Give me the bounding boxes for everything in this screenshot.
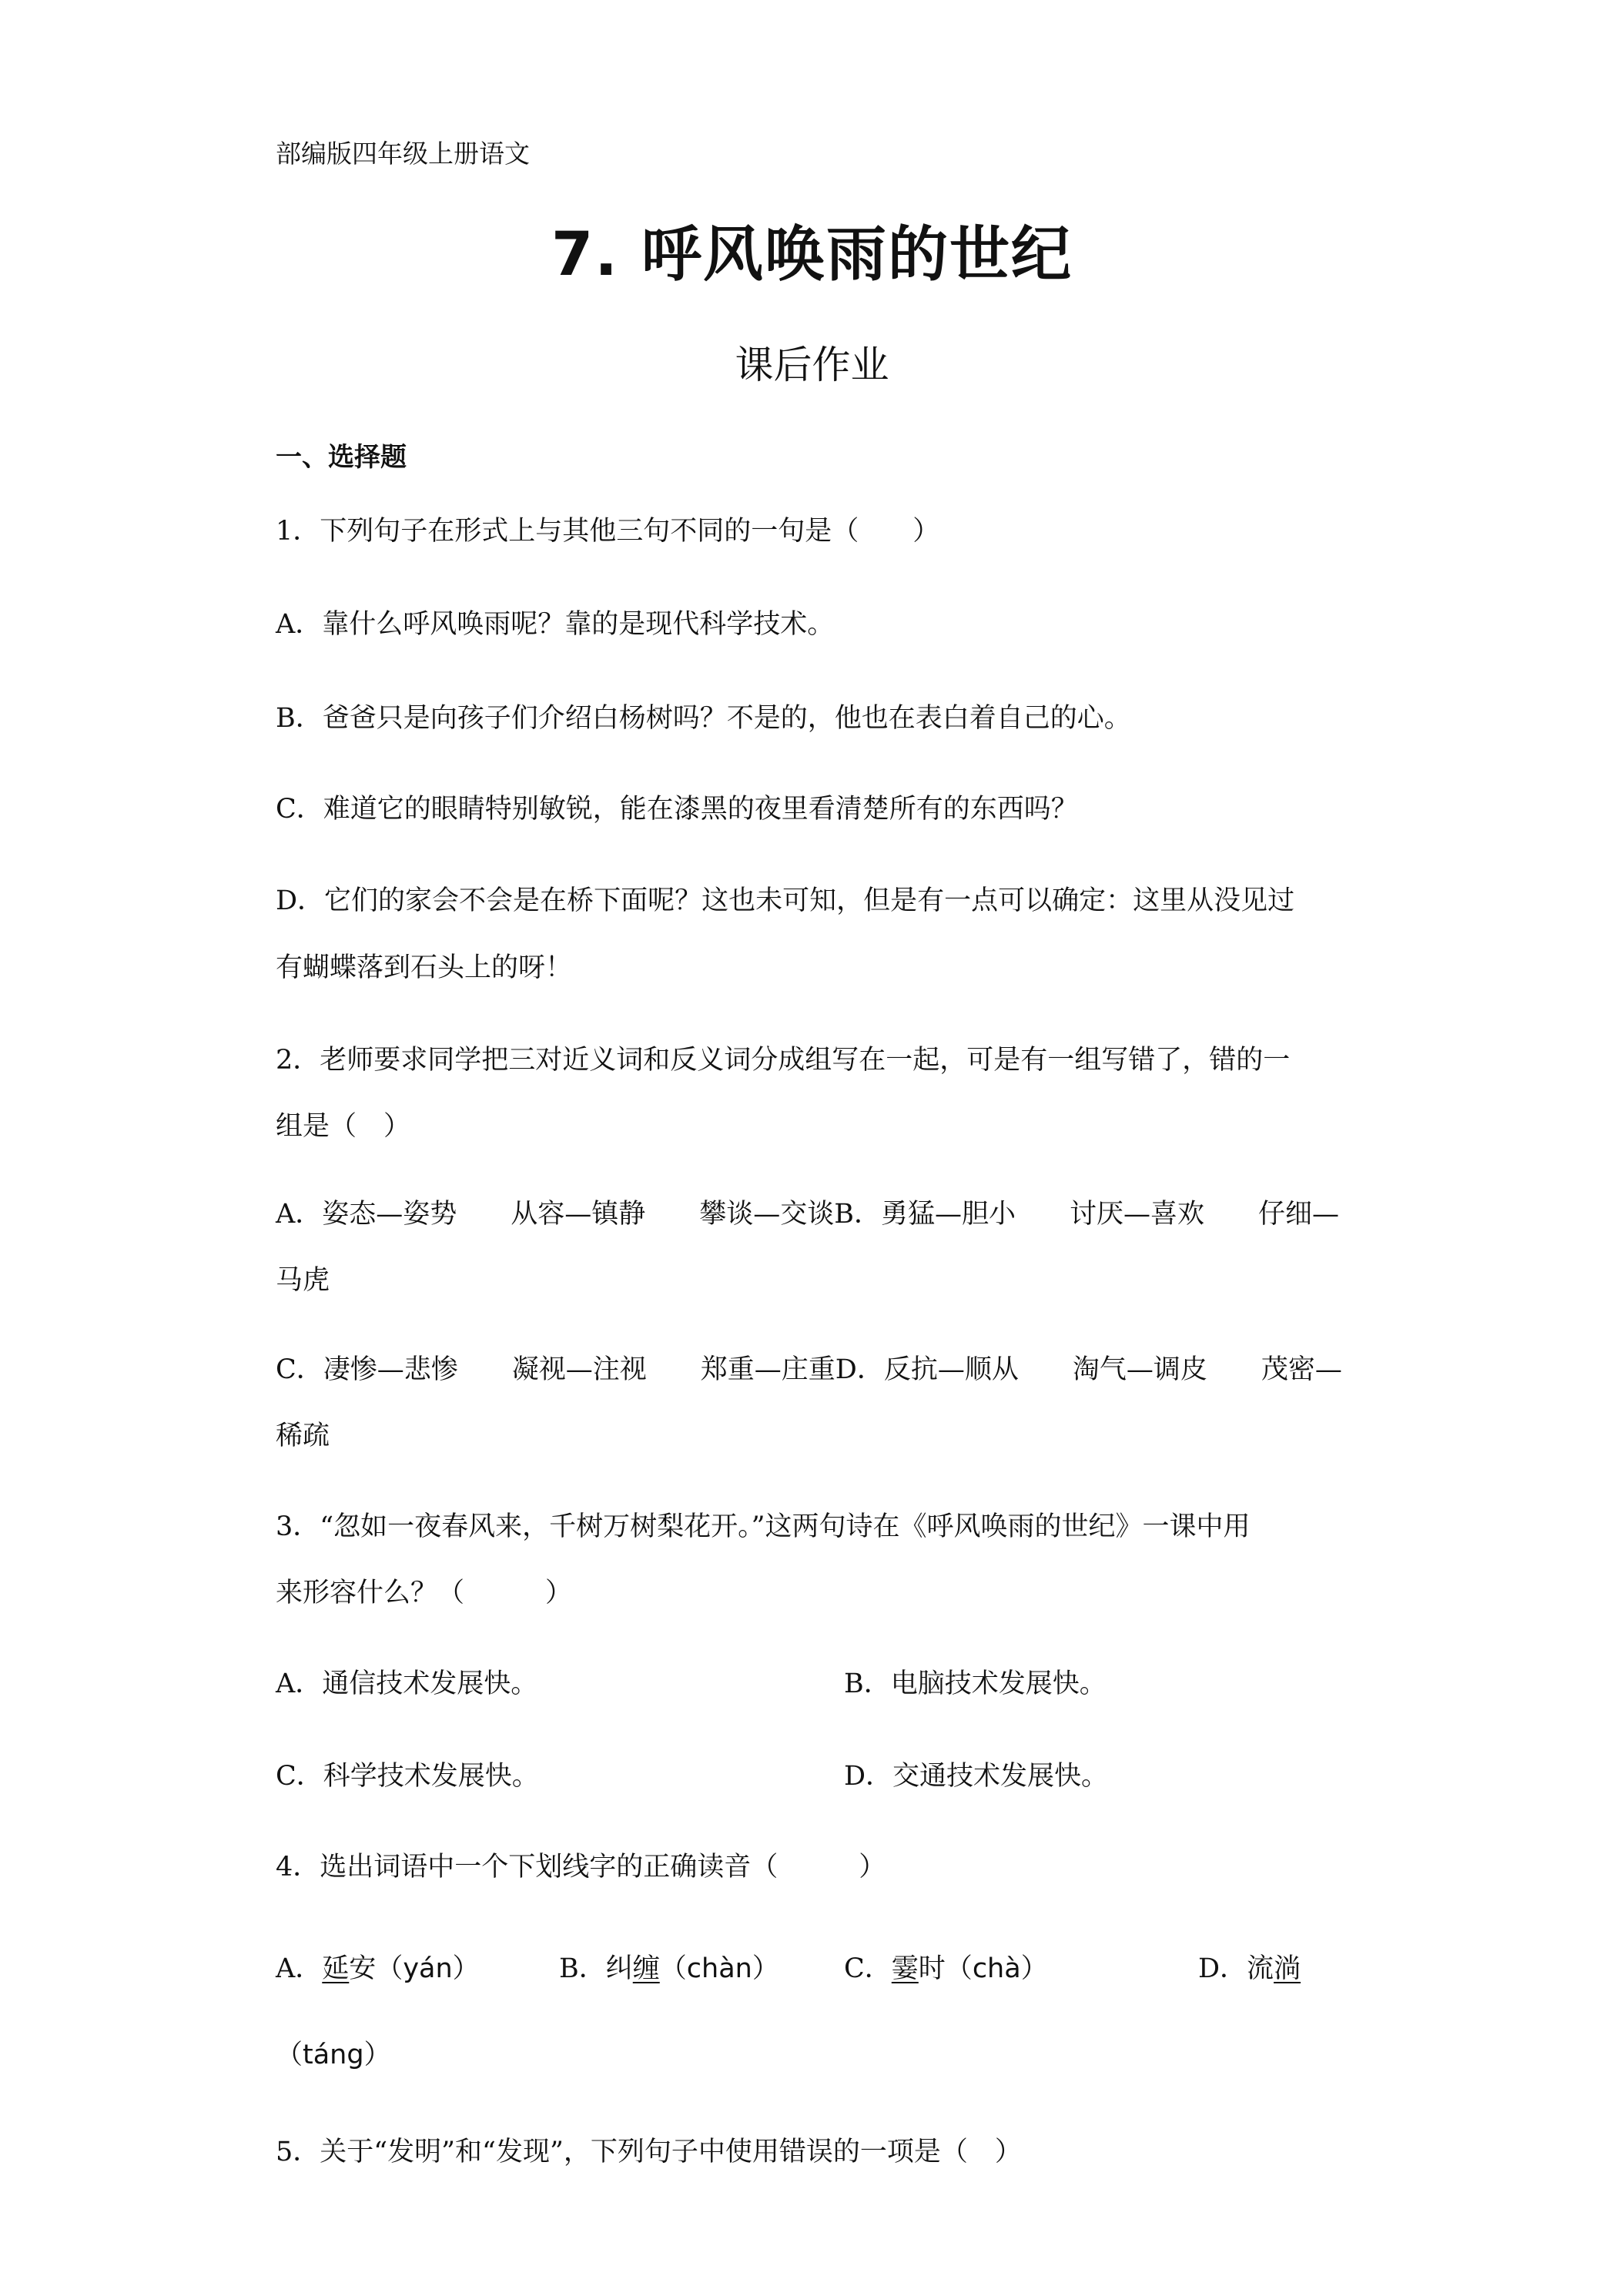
q4-option-a-rest: 安（	[349, 1953, 403, 1984]
q3-option-b: B．电脑技术发展快。	[844, 1668, 1107, 1699]
q4-option-d-line2	[276, 2042, 391, 2069]
q4-option-b-close: ）	[752, 1953, 779, 1984]
q1-option-d-line1: D．它们的家会不会是在桥下面呢？这也未可知，但是有一点可以确定：这里从没见过	[276, 885, 1295, 916]
q2-options-cd-line1: C．凄惨—悲惨 凝视—注视 郑重—庄重D．反抗—顺从 淘气—调皮 茂密—	[276, 1354, 1342, 1385]
q4-option-a-underlined-char: 延	[322, 1953, 350, 1984]
page-subtitle: 课后作业	[735, 343, 889, 387]
q3-stem-line1: 3．“忽如一夜春风来，千树万树梨花开。”这两句诗在《呼风唤雨的世纪》一课中用	[276, 1511, 1251, 1542]
q4-option-d-open: （	[276, 2040, 303, 2070]
q4-stem: 4．选出词语中一个下划线字的正确读音（ ）	[276, 1852, 886, 1883]
q3-option-a: A．通信技术发展快。	[276, 1668, 538, 1699]
q1-option-c: C．难道它的眼睛特别敏锐，能在漆黑的夜里看清楚所有的东西吗？	[276, 794, 1078, 825]
q2-options-ab-line2: 马虎	[276, 1265, 330, 1296]
q2-stem-line2: 组是（ ）	[276, 1111, 411, 1142]
q4-option-a-close: ）	[452, 1953, 480, 1984]
q4-option-b-underlined-char: 缠	[632, 1953, 660, 1984]
q4-option-a-pinyin: yán	[403, 1953, 453, 1984]
q2-stem-line1: 2．老师要求同学把三对近义词和反义词分成组写在一起，可是有一组写错了，错的一	[276, 1045, 1291, 1076]
q5-stem: 5．关于“发明”和“发现”，下列句子中使用错误的一项是（ ）	[276, 2137, 1022, 2167]
q4-option-b-rest: （	[659, 1953, 687, 1984]
q4-option-d-line1	[1198, 1953, 1301, 1984]
q4-option-d-prefix: D．流	[1198, 1953, 1274, 1984]
section-heading: 一、选择题	[276, 442, 407, 473]
q4-option-c-rest: 时（	[918, 1953, 973, 1984]
q4-option-c-close: ）	[1020, 1953, 1048, 1984]
q4-option-a	[276, 1953, 480, 1984]
q3-stem-line2: 来形容什么？（ ）	[276, 1578, 573, 1608]
header-note: 部编版四年级上册语文	[276, 139, 530, 169]
q3-option-d: D．交通技术发展快。	[844, 1761, 1109, 1792]
q2-options-cd-line2: 稀疏	[276, 1421, 330, 1451]
q1-stem: 1．下列句子在形式上与其他三句不同的一句是（ ）	[276, 516, 940, 547]
q4-option-c	[844, 1953, 1048, 1984]
q4-option-c-prefix: C．	[844, 1953, 892, 1984]
q4-option-a-prefix: A．	[276, 1953, 323, 1984]
q4-option-d-close: ）	[363, 2040, 391, 2070]
q3-option-c: C．科学技术发展快。	[276, 1761, 539, 1792]
q4-option-c-underlined-char: 霎	[891, 1953, 919, 1984]
q4-option-d-pinyin: táng	[303, 2040, 364, 2070]
q1-option-a: A．靠什么呼风唤雨呢？靠的是现代科学技术。	[276, 609, 835, 640]
q1-option-d-line2: 有蝴蝶落到石头上的呀！	[276, 952, 573, 983]
q1-option-b: B．爸爸只是向孩子们介绍白杨树吗？不是的，他也在表白着自己的心。	[276, 703, 1131, 734]
q4-option-b-pinyin: chàn	[686, 1953, 752, 1984]
q4-option-b-prefix: B．纠	[559, 1953, 633, 1984]
page-title: 7. 呼风唤雨的世纪	[551, 220, 1073, 290]
q4-option-d-underlined-char: 淌	[1274, 1953, 1301, 1984]
q2-options-ab-line1: A．姿态—姿势 从容—镇静 攀谈—交谈B．勇猛—胆小 讨厌—喜欢 仔细—	[276, 1199, 1339, 1230]
q4-option-b	[559, 1953, 779, 1984]
q4-option-c-pinyin: chà	[972, 1953, 1021, 1984]
